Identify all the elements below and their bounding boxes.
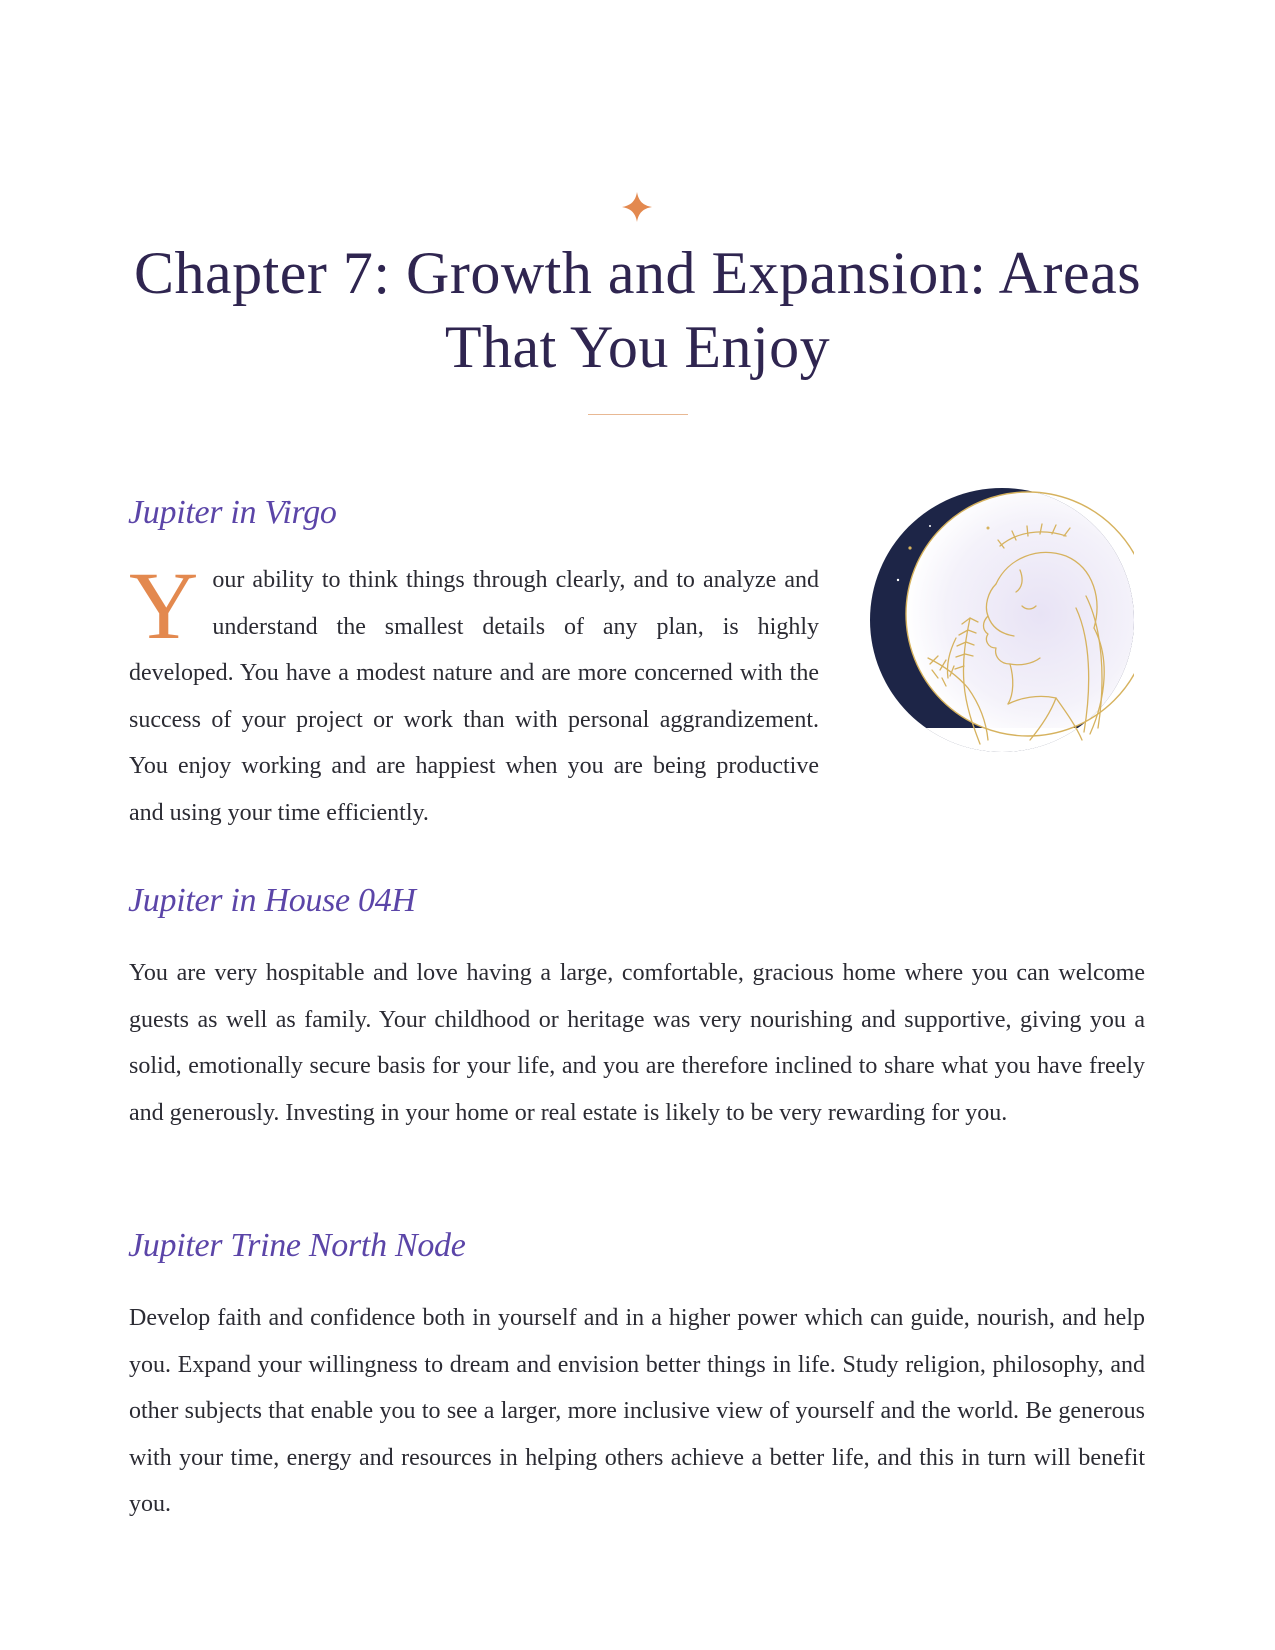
section-body-jupiter-trine-north-node: Develop faith and confidence both in yourself and in a higher power which can guide, nourish, and help you. Expand your willingness to dream and envision better things in life. Study religion, philosophy, and other subjects that enable you to see a larger, more inclusive view of yourself and the world. Be generous with your time, energy and resources in helping others achieve a better life, and this in turn will benefit you. xyxy=(129,1305,1145,1517)
section-heading-jupiter-in-virgo: Jupiter in Virgo xyxy=(128,494,337,531)
chapter-title: Chapter 7: Growth and Expansion: Areas That You Enjoy xyxy=(133,240,1142,380)
drop-cap: Y xyxy=(129,552,199,659)
virgo-maiden-portrait-icon xyxy=(870,488,1134,752)
four-point-star-icon xyxy=(622,192,652,222)
section-body-jupiter-in-virgo xyxy=(129,552,819,836)
title-divider xyxy=(588,414,688,415)
section-heading-jupiter-in-house: Jupiter in House 04H xyxy=(128,882,416,919)
section-body-jupiter-in-house: You are very hospitable and love having a large, comfortable, gracious home where you can welcome guests as well as family. Your childhood or heritage was very nourishing and supportive, giving you a solid, emotionally secure basis for your life, and you are therefore inclined to share what you have freely and generously. Investing in your home or real estate is likely to be very rewarding for you. xyxy=(129,960,1145,1126)
section-heading-jupiter-trine-north-node: Jupiter Trine North Node xyxy=(128,1227,466,1264)
section-body-text: our ability to think things through clearly, and to analyze and understand the smallest details of any plan, is highly developed. You have a modest nature and are more concerned with the success of your project or work than with personal aggrandizement. You enjoy working and are happiest when you are being productive and using your time efficiently. xyxy=(129,567,819,826)
